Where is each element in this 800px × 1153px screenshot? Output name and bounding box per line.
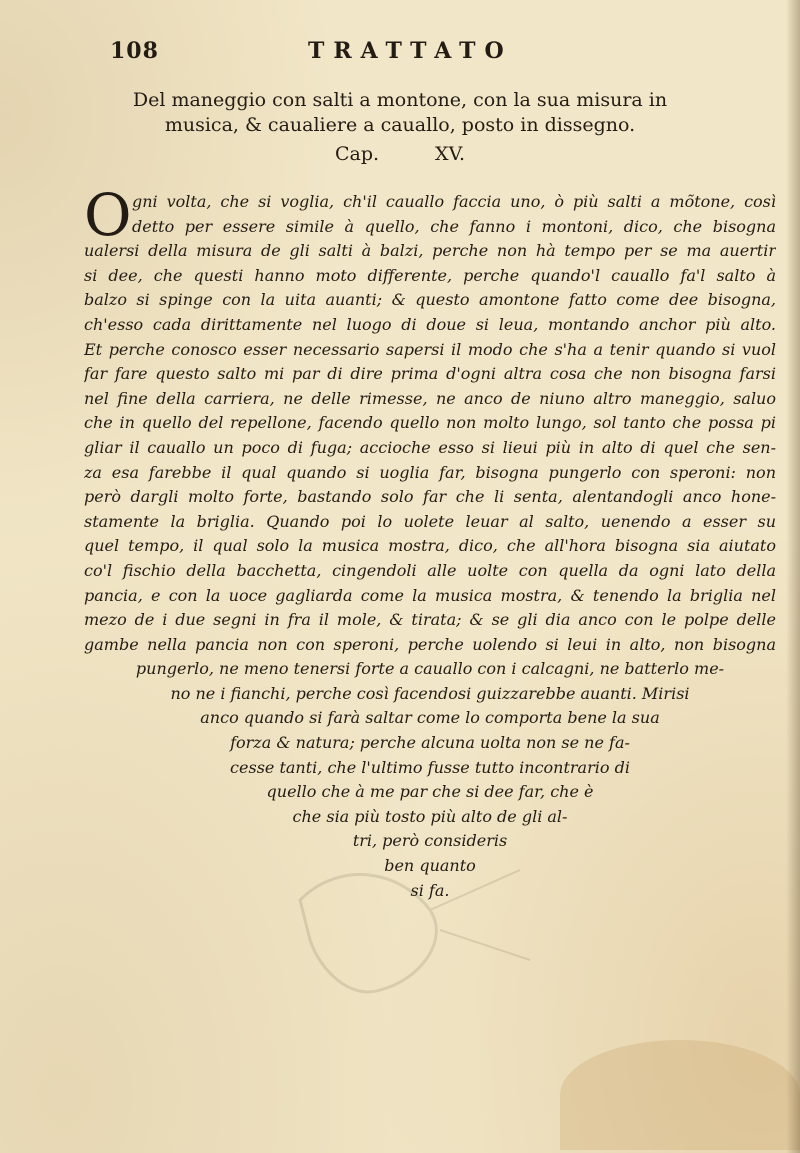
- text-line: cesse tanti, che l'ultimo fusse tutto incontrario di: [230, 757, 630, 777]
- text-line: ualersi della misura de gli salti à balzi, perche non hà tempo per se ma auertir: [84, 241, 776, 261]
- text-line: quel tempo, il qual solo la musica mostra, dico, che all'hora bisogna sia aiutato: [84, 536, 776, 556]
- paper-stain: [560, 1040, 800, 1150]
- text-line: no ne i fianchi, perche così facendosi guizzarebbe auanti. Mirisi: [170, 683, 690, 703]
- text-line: che in quello del repellone, facendo quello non molto lungo, sol tanto che possa pi: [84, 413, 776, 433]
- text-line: anco quando si farà saltar come lo comporta bene la sua: [200, 708, 660, 728]
- chapter-title-line: musica, & caualiere a cauallo, posto in dissegno.: [164, 114, 636, 136]
- text-line: tri, però consideris: [352, 831, 508, 851]
- text-line: co'l fischio della bacchetta, cingendoli alle uolte con quella da ogni lato della: [84, 560, 776, 580]
- text-line: forza & natura; perche alcuna uolta non se ne fa-: [230, 733, 630, 753]
- text-line: Et perche conosco esser necessario sapersi il modo che s'ha a tenir quando si vuol: [84, 339, 776, 359]
- chapter-title-line: Del maneggio con salti a montone, con la sua misura in: [132, 89, 668, 111]
- folio-number: 108: [110, 38, 159, 64]
- text-line: za esa farebbe il qual quando si uoglia far, bisogna pungerlo con speroni: non: [84, 462, 776, 482]
- text-line: gambe nella pancia non con speroni, perche uolendo si leui in alto, non bisogna: [84, 634, 776, 654]
- chapter-number: Cap. XV.: [334, 143, 466, 165]
- text-line: ch'esso cada dirittamente nel luogo di doue si leua, montando anchor più alto.: [84, 314, 776, 334]
- text-line: detto per essere simile à quello, che fanno i montoni, dico, che bisogna: [132, 216, 776, 236]
- text-line: nel fine della carriera, ne delle rimesse, ne anco de niuno altro maneggio, saluo: [84, 388, 776, 408]
- text-line: quello che à me par che si dee far, che è: [266, 782, 594, 802]
- text-line: gni volta, che si voglia, ch'il cauallo faccia uno, ò più salti a mõtone, così: [132, 192, 776, 211]
- text-line: ben quanto: [384, 856, 476, 876]
- running-head: TRATTATO: [308, 38, 513, 64]
- text-line: balzo si spinge con la uita auanti; & questo amontone fatto come dee bisogna,: [84, 290, 776, 310]
- text-line: pancia, e con la uoce gagliarda come la musica mostra, & tenendo la briglia nel: [84, 585, 776, 605]
- text-line: che sia più tosto più alto de gli al-: [292, 806, 568, 826]
- text-line: si fa.: [410, 880, 450, 900]
- text-line: gliar il cauallo un poco di fuga; accioche esso si lieui più in alto di quel che sen-: [84, 437, 776, 457]
- body-text: [0, 190, 800, 903]
- chapter-title: [120, 88, 680, 138]
- text-line: si dee, che questi hanno moto differente, perche quando'l cauallo fa'l salto à: [84, 265, 776, 285]
- drop-cap: O: [84, 181, 132, 249]
- text-line: far fare questo salto mi par di dire prima d'ogni altra cosa che non bisogna farsi: [84, 364, 776, 384]
- text-line: stamente la briglia. Quando poi lo uolete leuar al salto, uenendo a esser su: [84, 511, 776, 531]
- text-line: però dargli molto forte, bastando solo far che li senta, alentandogli anco hone-: [84, 487, 776, 507]
- text-line: mezo de i due segni in fra il mole, & tirata; & se gli dia anco con le polpe delle: [84, 610, 776, 630]
- text-line: pungerlo, ne meno tenersi forte a cauallo con i calcagni, ne batterlo me-: [135, 659, 725, 679]
